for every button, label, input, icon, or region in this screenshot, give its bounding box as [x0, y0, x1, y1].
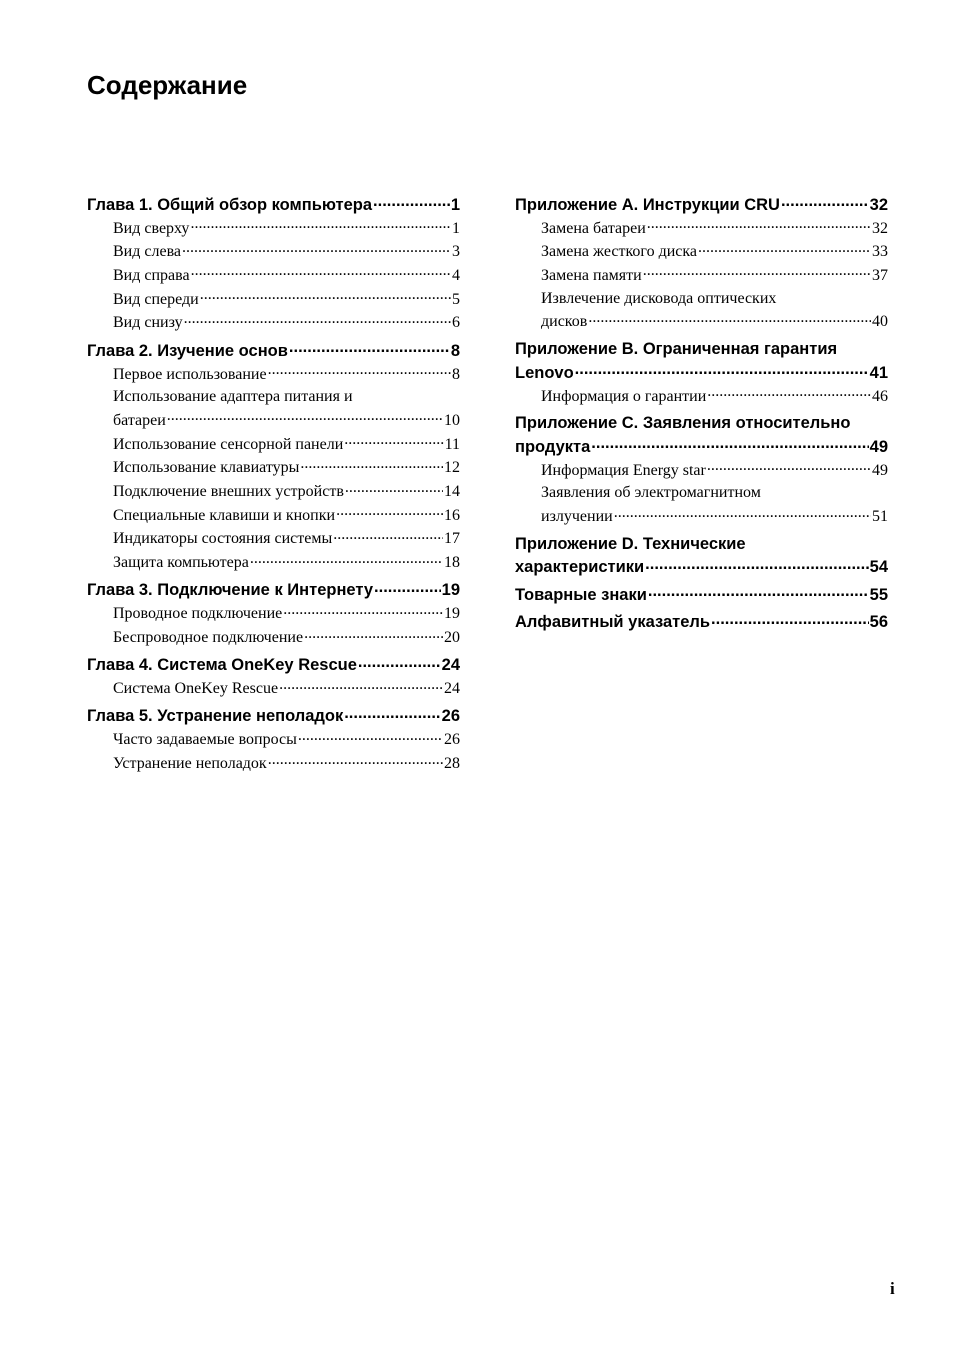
toc-page-number: 37 [872, 266, 888, 284]
dot-leader [200, 288, 451, 304]
toc-entry-title-line1: Заявления об электромагнитном [541, 484, 761, 502]
dot-leader [358, 654, 441, 671]
dot-leader [711, 611, 869, 628]
toc-entry-title: Вид спереди [113, 290, 199, 308]
toc-entry-title-line1: Приложение B. Ограниченная гарантия [515, 340, 838, 359]
toc-entry-title: Первое использование [113, 365, 267, 383]
dot-leader [250, 551, 443, 567]
dot-leader [167, 409, 443, 425]
toc-entry-title: Защита компьютера [113, 554, 249, 572]
toc-entry-title: Информация о гарантии [541, 387, 707, 405]
toc-entry-title: Система OneKey Rescue [113, 680, 279, 698]
toc-entry-title: характеристики [515, 558, 645, 577]
toc-page-number: 54 [869, 558, 888, 577]
toc-entry-title: Lenovo [515, 363, 574, 382]
toc-item[interactable] [515, 288, 888, 334]
toc-appendix-a[interactable] [515, 193, 888, 217]
toc-chapter-5[interactable] [87, 705, 460, 729]
toc-entry-title: Вид сверху [113, 219, 190, 237]
toc-item[interactable] [87, 433, 460, 457]
dot-leader [289, 339, 450, 356]
toc-page-number: 26 [441, 707, 460, 726]
toc-item[interactable] [87, 602, 460, 626]
toc-page-number: 14 [444, 483, 460, 501]
toc-page-number: 6 [452, 314, 460, 332]
toc-page-number: 3 [452, 243, 460, 261]
toc-index[interactable] [515, 611, 888, 635]
toc-entry-title: Беспроводное подключение [113, 629, 304, 647]
toc-page-number: 11 [444, 435, 460, 453]
toc-entry-title: Глава 1. Общий обзор компьютера [87, 195, 373, 214]
toc-page-number: 26 [444, 731, 460, 749]
toc-chapter-2[interactable] [87, 339, 460, 363]
toc-entry-title: Глава 5. Устранение неполадок [87, 707, 344, 726]
toc-item[interactable] [515, 459, 888, 483]
toc-page-number: 8 [452, 365, 460, 383]
dot-leader [781, 193, 869, 210]
toc-page-number: 46 [872, 387, 888, 405]
toc-page-number: 24 [441, 656, 460, 675]
toc-item[interactable] [87, 504, 460, 528]
toc-entry-title-line1: Извлечение дисковода оптических [541, 289, 777, 307]
dot-leader [698, 240, 871, 256]
toc-entry-title: Глава 2. Изучение основ [87, 341, 288, 360]
toc-item[interactable] [87, 551, 460, 575]
dot-leader [336, 504, 443, 520]
toc-entry-title: Глава 4. Система OneKey Rescue [87, 656, 357, 675]
dot-leader [182, 240, 451, 256]
toc-appendix-b[interactable] [515, 338, 888, 385]
toc-entry-title: дисков [541, 313, 588, 331]
toc-entry-title-line1: Приложение D. Технические [515, 534, 746, 553]
dot-leader [191, 264, 451, 280]
toc-item[interactable] [515, 217, 888, 241]
dot-leader [304, 626, 443, 642]
toc-item[interactable] [87, 456, 460, 480]
toc-page-number: 18 [444, 554, 460, 572]
toc-entry-title: Информация Energy star [541, 461, 706, 479]
toc-item[interactable] [87, 363, 460, 387]
toc-entry-title: Использование сенсорной панели [113, 435, 344, 453]
dot-leader [591, 435, 868, 452]
toc-item[interactable] [515, 385, 888, 409]
dot-leader [707, 459, 871, 475]
toc-item[interactable] [515, 264, 888, 288]
toc-page-number: 28 [444, 755, 460, 773]
dot-leader [268, 363, 451, 379]
toc-entry-title: Специальные клавиши и кнопки [113, 506, 336, 524]
toc-page-number: 20 [444, 629, 460, 647]
toc-item[interactable] [87, 527, 460, 551]
dot-leader [643, 264, 871, 280]
page-title: Содержание [87, 70, 248, 100]
toc-left-column [87, 193, 460, 776]
toc-entry-title: Глава 3. Подключение к Интернету [87, 581, 374, 600]
dot-leader [648, 583, 869, 600]
toc-item[interactable] [87, 288, 460, 312]
toc-entry-title: Часто задаваемые вопросы [113, 731, 297, 749]
toc-page-number: 5 [452, 290, 460, 308]
toc-entry-title: Подключение внешних устройств [113, 483, 344, 501]
toc-item[interactable] [87, 240, 460, 264]
toc-entry-title: продукта [515, 437, 591, 456]
dot-leader [298, 728, 443, 744]
dot-leader [268, 752, 443, 768]
toc-page-number: 49 [872, 461, 888, 479]
toc-page-number: 40 [872, 313, 888, 331]
dot-leader [190, 217, 451, 233]
toc-entry-title-line1: Приложение C. Заявления относительно [515, 414, 851, 433]
toc-item[interactable] [87, 311, 460, 335]
toc-entry-title: Замена батареи [541, 219, 646, 237]
toc-entry-title: Вид справа [113, 266, 190, 284]
toc-item[interactable] [87, 264, 460, 288]
dot-leader [333, 527, 443, 543]
toc-item[interactable] [515, 482, 888, 528]
dot-leader [184, 311, 451, 327]
toc-page-number: 10 [444, 411, 460, 429]
toc-entry-title: излучении [541, 508, 613, 526]
page-number: i [890, 1279, 895, 1298]
toc-entry-title: Индикаторы состояния системы [113, 530, 333, 548]
toc-item[interactable] [87, 626, 460, 650]
toc-page-number: 4 [452, 266, 460, 284]
toc-page-number: 51 [872, 508, 888, 526]
toc-page-number: 24 [444, 680, 460, 698]
toc-page-number: 49 [869, 437, 888, 456]
toc-trademarks[interactable] [515, 583, 888, 607]
dot-leader [345, 480, 443, 496]
toc-page-number: 19 [441, 581, 460, 600]
toc-item[interactable] [87, 752, 460, 776]
toc-page-number: 17 [444, 530, 460, 548]
toc-chapter-4[interactable] [87, 654, 460, 678]
toc-page-number: 32 [872, 219, 888, 237]
toc-right-column [515, 193, 888, 634]
dot-leader [588, 310, 871, 326]
toc-entry-title: Проводное подключение [113, 605, 283, 623]
toc-entry-title: Алфавитный указатель [515, 613, 711, 632]
dot-leader [374, 579, 441, 596]
toc-entry-title: Замена жесткого диска [541, 243, 698, 261]
dot-leader [645, 556, 868, 573]
toc-item[interactable] [87, 386, 460, 432]
toc-appendix-c[interactable] [515, 412, 888, 459]
toc-entry-title: Замена памяти [541, 266, 642, 284]
toc-page-number: 32 [869, 195, 888, 214]
dot-leader [373, 193, 450, 210]
toc-page-number: 1 [450, 195, 460, 214]
toc-appendix-d[interactable] [515, 533, 888, 580]
toc-item[interactable] [87, 677, 460, 701]
toc-entry-title: Приложение A. Инструкции CRU [515, 195, 780, 214]
toc-page-number: 55 [869, 585, 888, 604]
toc-page-number: 12 [444, 459, 460, 477]
toc-entry-title: батареи [113, 411, 166, 429]
toc-page-number: 8 [450, 341, 460, 360]
dot-leader [344, 705, 440, 722]
toc-page-number: 19 [444, 605, 460, 623]
dot-leader [647, 217, 871, 233]
dot-leader [575, 361, 869, 378]
dot-leader [283, 602, 443, 618]
toc-page-number: 33 [872, 243, 888, 261]
dot-leader [300, 456, 443, 472]
dot-leader [344, 433, 443, 449]
toc-entry-title: Вид слева [113, 243, 182, 261]
toc-chapter-3[interactable] [87, 579, 460, 603]
toc-page-number: 41 [869, 363, 888, 382]
toc-page-number: 16 [444, 506, 460, 524]
toc-item[interactable] [87, 728, 460, 752]
toc-page-number: 1 [452, 219, 460, 237]
toc-item[interactable] [87, 480, 460, 504]
toc-entry-title-line1: Использование адаптера питания и [113, 388, 353, 406]
dot-leader [279, 677, 443, 693]
toc-entry-title: Устранение неполадок [113, 755, 267, 773]
toc-entry-title: Товарные знаки [515, 585, 647, 604]
toc-item[interactable] [87, 217, 460, 241]
toc-entry-title: Вид снизу [113, 314, 183, 332]
toc-page-number: 56 [869, 613, 888, 632]
dot-leader [707, 385, 871, 401]
dot-leader [614, 505, 871, 521]
toc-chapter-1[interactable] [87, 193, 460, 217]
toc-item[interactable] [515, 240, 888, 264]
toc-entry-title: Использование клавиатуры [113, 459, 300, 477]
